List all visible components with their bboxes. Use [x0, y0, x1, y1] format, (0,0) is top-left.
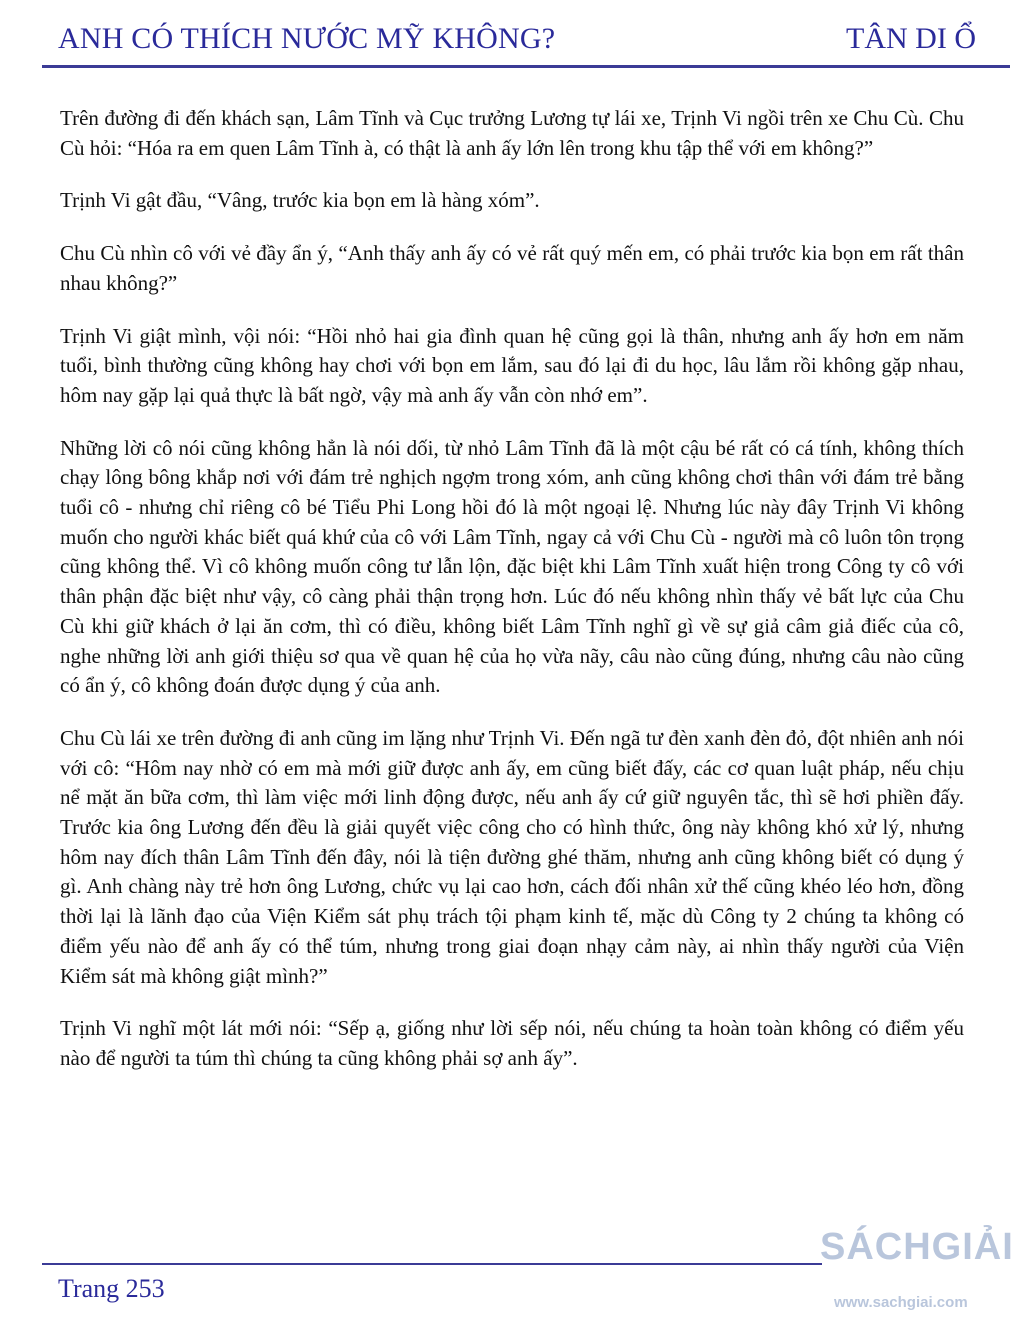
paragraph: Trịnh Vi gật đầu, “Vâng, trước kia bọn em là hàng xóm”.	[60, 188, 540, 213]
book-title: ANH CÓ THÍCH NƯỚC MỸ KHÔNG?	[58, 22, 556, 55]
paragraph: Trên đường đi đến khách sạn, Lâm Tĩnh và Cục trưởng Lương tự lái xe, Trịnh Vi ngồi trên xe Chu Cù. Chu Cù hỏi: “Hóa ra em quen Lâm Tĩnh à, có thật là anh ấy lớn lên trong khu tập thể với em không?”	[60, 106, 964, 160]
page-body	[60, 104, 964, 1097]
paragraph: Những lời cô nói cũng không hẳn là nói dối, từ nhỏ Lâm Tĩnh đã là một cậu bé rất có cá tính, không thích chạy lông bông khắp nơi với đám trẻ nghịch ngợm trong xóm, anh cũng không chơi thân với đám trẻ bằng tuổi cô - nhưng chỉ riêng cô bé Tiểu Phi Long hồi đó là một ngoại lệ. Nhưng lúc này đây Trịnh Vi không muốn cho người khác biết quá khứ của cô với Lâm Tĩnh, ngay cả với Chu Cù - người mà cô luôn tôn trọng cũng không thể. Vì cô không muốn công tư lẫn lộn, đặc biệt khi Lâm Tĩnh xuất hiện trong Công ty cô với thân phận đặc biệt như vậy, cô càng phải thận trọng hơn. Lúc đó nếu không nhìn thấy vẻ bất lực của Chu Cù khi giữ khách ở lại ăn cơm, thì có điều, không biết Lâm Tĩnh nghĩ gì về sự giả câm giả điếc của cô, nghe những lời anh giới thiệu sơ qua về quan hệ của họ vừa nãy, câu nào cũng đúng, nhưng câu nào cũng có ẩn ý, cô không đoán được dụng ý của anh.	[60, 435, 964, 698]
paragraph: Chu Cù nhìn cô với vẻ đầy ẩn ý, “Anh thấy anh ấy có vẻ rất quý mến em, có phải trước kia bọn em rất thân nhau không?”	[60, 241, 964, 295]
author-name: TÂN DI Ổ	[846, 22, 976, 55]
paragraph: Trịnh Vi nghĩ một lát mới nói: “Sếp ạ, giống như lời sếp nói, nếu chúng ta hoàn toàn không có điểm yếu nào để người ta túm thì chúng ta cũng không phải sợ anh ấy”.	[60, 1016, 964, 1070]
footer-divider	[42, 1263, 822, 1265]
paragraph: Chu Cù lái xe trên đường đi anh cũng im lặng như Trịnh Vi. Đến ngã tư đèn xanh đèn đỏ, đột nhiên anh nói với cô: “Hôm nay nhờ có em mà mới giữ được anh ấy, em cũng biết đấy, các cơ quan luật pháp, nếu chịu nể mặt ăn bữa cơm, thì làm việc mới linh động được, nếu anh ấy cứ giữ nguyên tắc, thì sẽ hơi phiền đấy. Trước kia ông Lương đến đều là giải quyết việc công cho có hình thức, ông này không khó xử lý, nhưng hôm nay đích thân Lâm Tĩnh đến đây, nói là tiện đường ghé thăm, nhưng anh cũng không biết có dụng ý gì. Anh chàng này trẻ hơn ông Lương, chức vụ lại cao hơn, cách đối nhân xử thế cũng khéo léo hơn, đồng thời lại là lãnh đạo của Viện Kiểm sát phụ trách tội phạm kinh tế, mặc dù Công ty 2 chúng ta không có điểm yếu nào để anh ấy có thể túm, nhưng trong giai đoạn nhạy cảm này, ai nhìn thấy người của Viện Kiểm sát mà không giật mình?”	[60, 725, 964, 988]
watermark-brand: SÁCHGIẢI	[820, 1226, 1014, 1268]
page-number: Trang 253	[58, 1274, 165, 1303]
watermark-logo	[820, 1226, 1024, 1318]
header-divider	[42, 65, 1010, 68]
page-header	[58, 22, 976, 62]
paragraph: Trịnh Vi giật mình, vội nói: “Hồi nhỏ hai gia đình quan hệ cũng gọi là thân, nhưng anh ấy hơn em năm tuổi, bình thường cũng không hay chơi với bọn em lắm, sau đó lại đi du học, lâu lắm rồi không gặp nhau, hôm nay gặp lại quả thực là bất ngờ, vậy mà anh ấy vẫn còn nhớ em”.	[60, 323, 964, 407]
watermark-url: www.sachgiai.com	[834, 1294, 968, 1311]
